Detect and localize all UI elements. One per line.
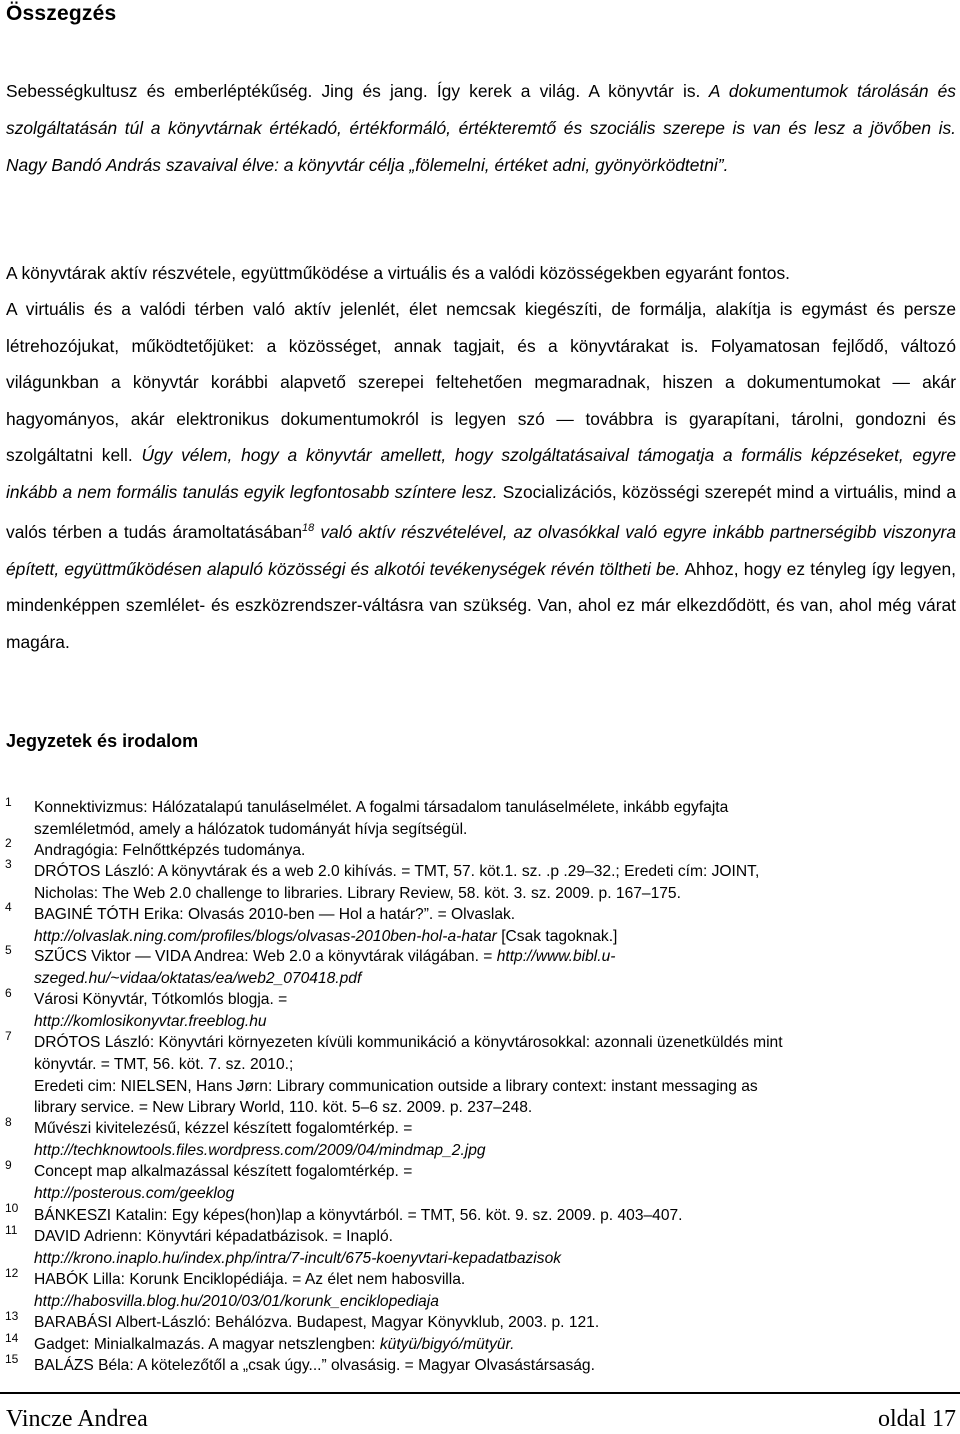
footnote-line: Városi Könyvtár, Tótkomlós blogja. = (34, 991, 288, 1008)
footnote-10 (34, 1205, 954, 1227)
footnote-number: 9 (5, 1158, 12, 1172)
footnote-ref-18: 18 (302, 522, 315, 534)
footnote-9 (34, 1161, 954, 1205)
footnote-line: könyvtár. = TMT, 56. köt. 7. sz. 2010.; (34, 1055, 294, 1073)
footnote-line: DRÓTOS László: Könyvtári környezeten kívüli kommunikáció a könyvtárosokkal: azonnali üzenetküldés mint (34, 1034, 783, 1051)
paragraph-1-italic: A dokumentumok tárolásán és szolgáltatásán túl a könyvtárnak értékadó, értékformáló, értékteremtő és szociális szerepe is van és lesz a jövőben is. Nagy Bandó András szavaival élve: a könyvtár célja „fölemelni, értéket adni, gyönyörködtetni”. (6, 81, 956, 175)
paragraph-1-intro: Sebességkultusz és emberléptékűség. Jing és jang. Így kerek a világ. A könyvtár is. (6, 81, 701, 101)
footnote-line: Concept map alkalmazással készített fogalomtérkép. = (34, 1163, 413, 1180)
footnote-line-text: SZŰCS Viktor ― VIDA Andrea: Web 2.0 a könyvtárak világában. = (34, 948, 497, 965)
paragraph-2: A könyvtárak aktív részvétele, együttműködése a virtuális és a valódi közösségekben egyaránt fontos. (6, 263, 790, 283)
footnote-2 (34, 840, 954, 862)
references-heading: Jegyzetek és irodalom (6, 731, 199, 751)
footnote-13 (34, 1312, 954, 1334)
footnote-line (34, 1291, 954, 1313)
footnote-line: Andragógia: Felnőttképzés tudománya. (34, 842, 306, 859)
paragraph-3-part-a: A virtuális és a valódi térben való aktív jelenlét, élet nemcsak kiegészíti, de formálja, alakítja is egymást és persze létrehozójukat, működtetőjüket: a közösséget, annak tagjait, és a könyvtárakat is. Folyamatosan fejlődő, változó világunkban a könyvtár korábbi alapvető szerepei feltehetően megmaradnak, hiszen a dokumentumokat ― akár hagyományos, akár elektronikus dokumentumokról is legyen szó ― továbbra is gyarapítani, tárolni, gondozni és szolgáltatni kell. (6, 299, 956, 465)
footnote-number: 5 (5, 943, 12, 957)
paragraph-3-part-e: Ahhoz, hogy ez tényleg így legyen, mindenképpen szemlélet- és eszközrendszer-váltásra van szükség. (6, 558, 956, 615)
footnote-line (34, 1183, 954, 1205)
footnote-link[interactable]: http://komlosikonyvtar.freeblog.hu (34, 1012, 267, 1030)
footnote-5 (34, 946, 954, 990)
footnote-number: 15 (5, 1352, 19, 1366)
footnote-link[interactable]: http://techknowtools.files.wordpress.com/2009/04/mindmap_2.jpg (34, 1141, 486, 1159)
footnote-line (34, 1011, 954, 1033)
footnote-link[interactable]: szeged.hu/~vidaa/oktatas/ea/web2_070418.pdf (34, 969, 362, 987)
footnote-line: BARABÁSI Albert-László: Behálózva. Budapest, Magyar Könyvklub, 2003. p. 121. (34, 1314, 600, 1331)
footnote-8 (34, 1118, 954, 1162)
footnote-6 (34, 989, 954, 1033)
paragraph-1 (6, 73, 956, 184)
footnote-line: Művészi kivitelezésű, kézzel készített fogalomtérkép. = (34, 1120, 413, 1137)
footnote-line: BALÁZS Béla: A kötelezőtől a „csak úgy...” olvasásig. = Magyar Olvasástársaság. (34, 1357, 595, 1374)
footnote-line: BAGINÉ TÓTH Erika: Olvasás 2010-ben ― Hol a határ?”. = Olvaslak. (34, 906, 516, 923)
footer-author: Vincze Andrea (6, 1406, 148, 1432)
footnote-number: 6 (5, 986, 12, 1000)
paragraph-3-part-b: Úgy vélem, hogy a könyvtár amellett, hogy szolgáltatásaival támogatja a formális képzéseket, egyre inkább a nem formális tanulás egyik legfontosabb színtere lesz. (6, 445, 956, 502)
footnote-number: 7 (5, 1029, 12, 1043)
footnote-number: 2 (5, 836, 12, 850)
footnote-line (34, 1248, 954, 1270)
footnote-4 (34, 904, 954, 948)
footnote-1 (34, 797, 954, 841)
footnote-number: 12 (5, 1266, 19, 1280)
footnote-line: szemléletmód, amely a hálózatok tudományát hívja segítségül. (34, 820, 468, 838)
footnote-line: BÁNKESZI Katalin: Egy képes(hon)lap a könyvtárból. = TMT, 56. köt. 9. sz. 2009. p. 403–407. (34, 1207, 683, 1224)
footnote-number: 4 (5, 900, 12, 914)
footnote-line: library service. = New Library World, 110. köt. 5–6 sz. 2009. p. 237–248. (34, 1099, 533, 1117)
footnote-14 (34, 1334, 954, 1356)
footnote-number: 13 (5, 1309, 19, 1323)
footnote-link[interactable]: http://www.bibl.u- (496, 948, 616, 965)
footnote-15 (34, 1355, 954, 1377)
footnote-link[interactable]: http://olvaslak.ning.com/profiles/blogs/olvasas-2010ben-hol-a-hatar (34, 927, 497, 945)
footnote-suffix: [Csak tagoknak.] (496, 927, 618, 945)
paragraph-3 (6, 291, 956, 660)
footnote-line: Eredeti cim: NIELSEN, Hans Jørn: Library communication outside a library context: instant messaging as (34, 1077, 758, 1095)
footnote-number: 11 (5, 1223, 18, 1237)
footnote-link[interactable]: http://habosvilla.blog.hu/2010/03/01/korunk_enciklopediaja (34, 1292, 439, 1310)
paragraph-3-part-d: való aktív részvételével, az olvasókkal való egyre inkább partnerségibb viszonyra épített, együttműködésen alapuló közösségi és alkotói tevékenységek révén töltheti be. (6, 522, 957, 579)
footnote-link[interactable]: http://krono.inaplo.hu/index.php/intra/7-incult/675-koenyvtari-kepadatbazisok (34, 1249, 562, 1267)
paragraph-3-part-f: Van, ahol ez már elkezdődött, és van, ahol még várat magára. (6, 595, 957, 652)
footnote-line: Nicholas: The Web 2.0 challenge to libraries. Library Review, 58. köt. 3. sz. 2009. p. 167–175. (34, 884, 681, 902)
footnote-7 (34, 1032, 954, 1119)
footnote-line (34, 1140, 954, 1162)
footnote-12 (34, 1269, 954, 1313)
footnote-number: 8 (5, 1115, 12, 1129)
footer-page-number: oldal 17 (878, 1406, 956, 1432)
footnote-3 (34, 861, 954, 905)
footnote-link[interactable]: http://posterous.com/geeklog (34, 1184, 235, 1202)
footer-divider (0, 1392, 960, 1394)
footnote-line: DAVID Adrienn: Könyvtári képadatbázisok. = Inapló. (34, 1228, 394, 1245)
page-title: Összegzés (6, 2, 117, 25)
footnote-line-text: Gadget: Minialkalmazás. A magyar netszlengben: (34, 1336, 380, 1353)
footnote-line (34, 926, 954, 948)
footnote-line: DRÓTOS László: A könyvtárak és a web 2.0 kihívás. = TMT, 57. köt.1. sz. .p .29–32.; Eredeti cím: JOINT, (34, 863, 760, 880)
footnote-number: 14 (5, 1331, 19, 1345)
footnote-number: 10 (5, 1201, 19, 1215)
footnote-line: Konnektivizmus: Hálózatalapú tanuláselmélet. A fogalmi társadalom tanuláselmélete, inkább egyfajta (34, 799, 729, 816)
footnote-line: HABÓK Lilla: Korunk Enciklopédiája. = Az élet nem habosvilla. (34, 1271, 466, 1288)
footnote-italic: kütyü/bigyó/mütyür. (379, 1336, 515, 1353)
footnote-line (34, 946, 954, 968)
footnote-number: 1 (5, 795, 12, 809)
paragraph-3-part-c: Szocializációs, közösségi szerepét mind a virtuális, mind a valós térben a tudás áramoltatásában (6, 481, 957, 542)
footnote-line (34, 1334, 954, 1356)
footnote-11 (34, 1226, 954, 1270)
footnote-line (34, 968, 954, 990)
footnote-number: 3 (5, 857, 12, 871)
